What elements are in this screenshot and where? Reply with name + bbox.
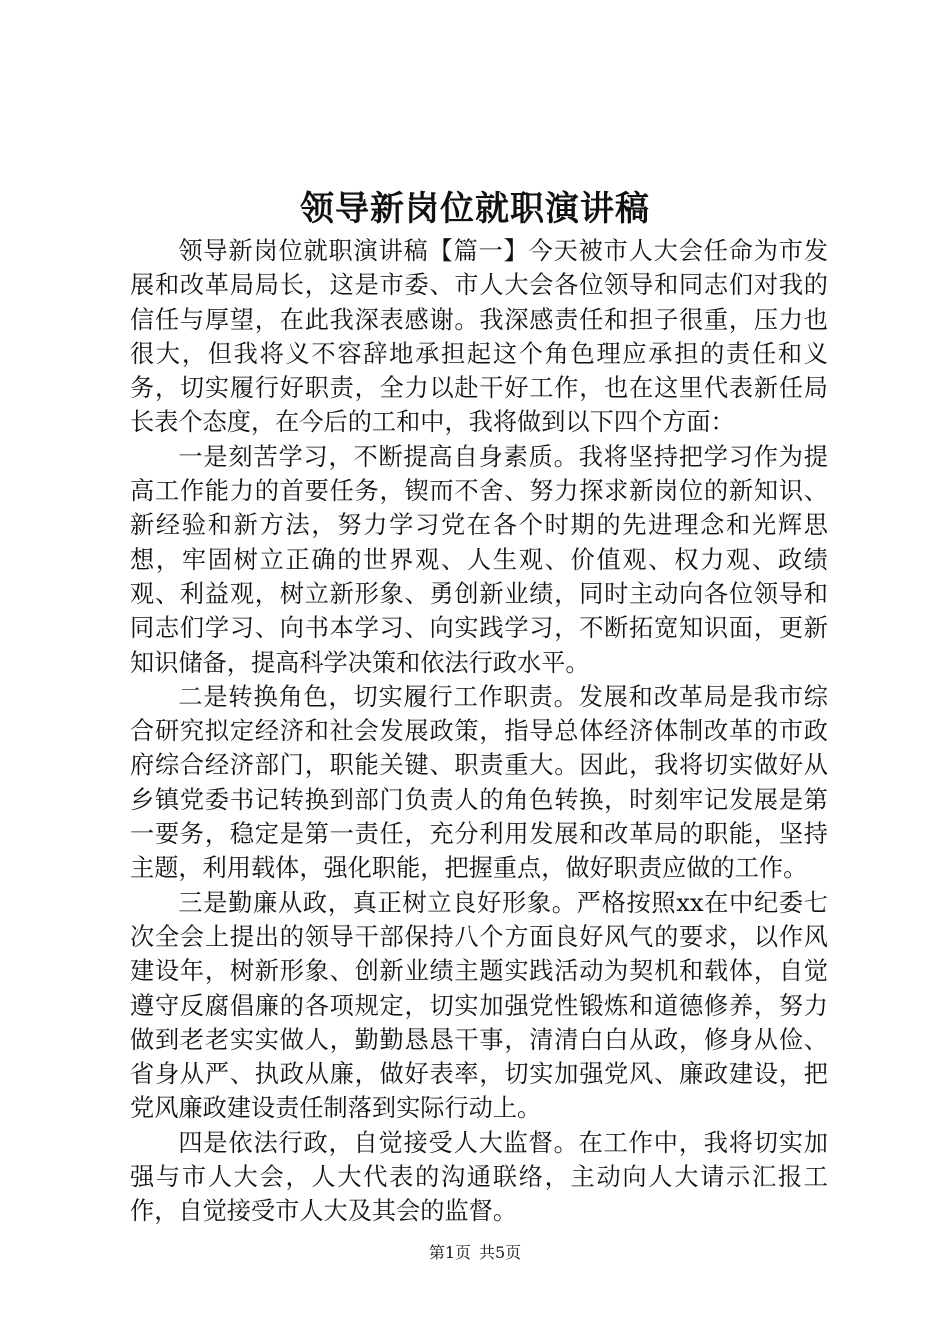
page-number: 第1页 [428,1243,471,1262]
paragraph-intro: 领导新岗位就职演讲稿【篇一】今天被市人大会任命为市发展和改革局局长，这是市委、市人大会各位领导和同志们对我的信任与厚望，在此我深表感谢。我深感责任和担子很重，压力也很大，但我将义不容辞地承担起这个角色理应承担的责任和义务，切实履行好职责，全力以赴干好工作，也在这里代表新任局长表个态度，在今后的工和中，我将做到以下四个方面： [130,237,828,437]
paragraph-point-three: 三是勤廉从政，真正树立良好形象。严格按照xx在中纪委七次全会上提出的领导干部保持八个方面良好风气的要求，以作风建设年，树新形象、创新业绩主题实践活动为契机和载体，自觉遵守反腐倡廉的各项规定，切实加强党性锻炼和道德修养，努力做到老老实实做人，勤勤恳恳干事，清清白白从政，修身从俭、省身从严、执政从廉，做好表率，切实加强党风、廉政建设，把党风廉政建设责任制落到实际行动上。 [130,888,828,1123]
document-title: 领导新岗位就职演讲稿 [300,189,650,229]
page-total: 共5页 [479,1243,522,1262]
paragraph-point-four: 四是依法行政，自觉接受人大监督。在工作中，我将切实加强与市人大会，人大代表的沟通联络，主动向人大请示汇报工作，自觉接受市人大及其会的监督。 [130,1128,828,1226]
paragraph-point-two: 二是转换角色，切实履行工作职责。发展和改革局是我市综合研究拟定经济和社会发展政策，指导总体经济体制改革的市政府综合经济部门，职能关键、职责重大。因此，我将切实做好从乡镇党委书记转换到部门负责人的角色转换，时刻牢记发展是第一要务，稳定是第一责任，充分利用发展和改革局的职能，坚持主题，利用载体，强化职能，把握重点，做好职责应做的工作。 [130,682,828,883]
page-footer [0,1241,950,1265]
paragraph-point-one: 一是刻苦学习，不断提高自身素质。我将坚持把学习作为提高工作能力的首要任务，锲而不舍、努力探求新岗位的新知识、新经验和新方法，努力学习党在各个时期的先进理念和光辉思想，牢固树立正确的世界观、人生观、价值观、权力观、政绩观、利益观，树立新形象、勇创新业绩，同时主动向各位领导和同志们学习、向书本学习、向实践学习，不断拓宽知识面，更新知识储备，提高科学决策和依法行政水平。 [130,442,828,677]
document-body [130,234,828,1229]
